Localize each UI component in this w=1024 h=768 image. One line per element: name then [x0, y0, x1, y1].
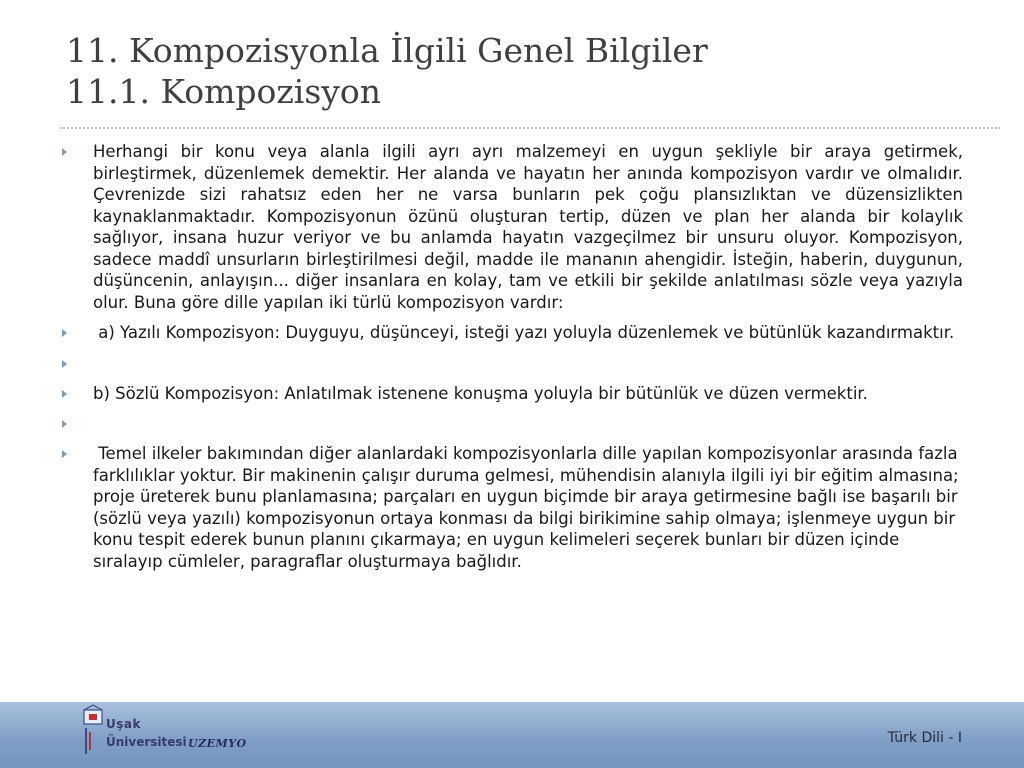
bullet-text: Temel ilkeler bakımından diğer alanlardaki kompozisyonlarla dille yapılan kompozisyonlar arasında fazla farklılıklar yoktur. Bir makinenin çalışır duruma gelmesi, mühendisin alanıyla ilgili iyi bir eğitim almasına; proje üreterek bunu planlamasına; parçaları en uygun biçimde bir araya getirmesine bağlı ise başarılı bir (sözlü veya yazılı) kompozisyonun ortaya konması da bilgi birikimine sahip olmaya; işlenmeye uygun bir konu tespit ederek bunun planını çıkarmaya; en uygun kelimeleri seçerek bunları bir düzen içinde sıralayıp cümleler, paragraflar oluşturmaya bağlıdır.: [93, 444, 964, 571]
bullet-arrow-icon: [62, 148, 67, 156]
list-item: [60, 322, 963, 344]
bullet-arrow-icon: [62, 450, 67, 458]
bullet-text: b) Sözlü Kompozisyon: Anlatılmak istenene konuşma yoluyla bir bütünlük ve düzen vermektir.: [93, 383, 868, 403]
bullet-text: a) Yazılı Kompozisyon: Duyguyu, düşünceyi, isteği yazı yoluyla düzenlemek ve bütünlük kazandırmaktır.: [93, 323, 955, 342]
logo-line2: Üniversitesi: [106, 735, 187, 749]
list-item: [60, 141, 963, 313]
footer-course-label: Türk Dili - I: [887, 730, 962, 746]
bullet-arrow-icon: [62, 360, 67, 368]
slide-title-line2: 11.1. Kompozisyon: [66, 72, 382, 111]
list-item: [60, 383, 963, 405]
title-divider: [60, 127, 1000, 129]
university-logo-icon: [80, 704, 255, 760]
bullet-arrow-icon: [62, 390, 67, 398]
slide-title-line1: 11. Kompozisyonla İlgili Genel Bilgiler: [66, 31, 708, 70]
bullet-arrow-icon: [62, 420, 67, 428]
slide-content: [60, 141, 963, 581]
logo-line1: Uşak: [106, 717, 141, 731]
list-item: [60, 443, 963, 572]
list-item: [60, 353, 963, 374]
bullet-arrow-icon: [62, 329, 67, 337]
slide-title: [66, 30, 966, 112]
bullet-text: Herhangi bir konu veya alanla ilgili ayrı ayrı malzemeyi en uygun şekliyle bir araya getirmek, birleştirmek, düzenlemek demektir. Her alanda ve hayatın her anında kompozisyon vardır ve olmalıdır. Çevrenizde sizi rahatsız eden her ne varsa bunların pek çoğu plansızlıktan ve düzensizlikten kaynaklanmaktadır. Kompozisyonun özünü oluşturan tertip, düzen ve plan her alanda bir kolaylık sağlıyor, insana huzur veriyor ve bu anlamda hayatın vazgeçilmez bir unsuru oluyor. Kompozisyon, sadece maddî unsurların birleştirilmesi değil, madde ile mananın ahengidir. İsteğin, haberin, duygunun, düşüncenin, anlayışın... diğer insanlara en kolay, tam ve etkili bir şekilde anlatılması sözle veya yazıyla olur. Buna göre dille yapılan iki türlü kompozisyon vardır:: [93, 142, 963, 312]
list-item: [60, 413, 963, 434]
logo-line3: UZEMYO: [188, 737, 247, 750]
